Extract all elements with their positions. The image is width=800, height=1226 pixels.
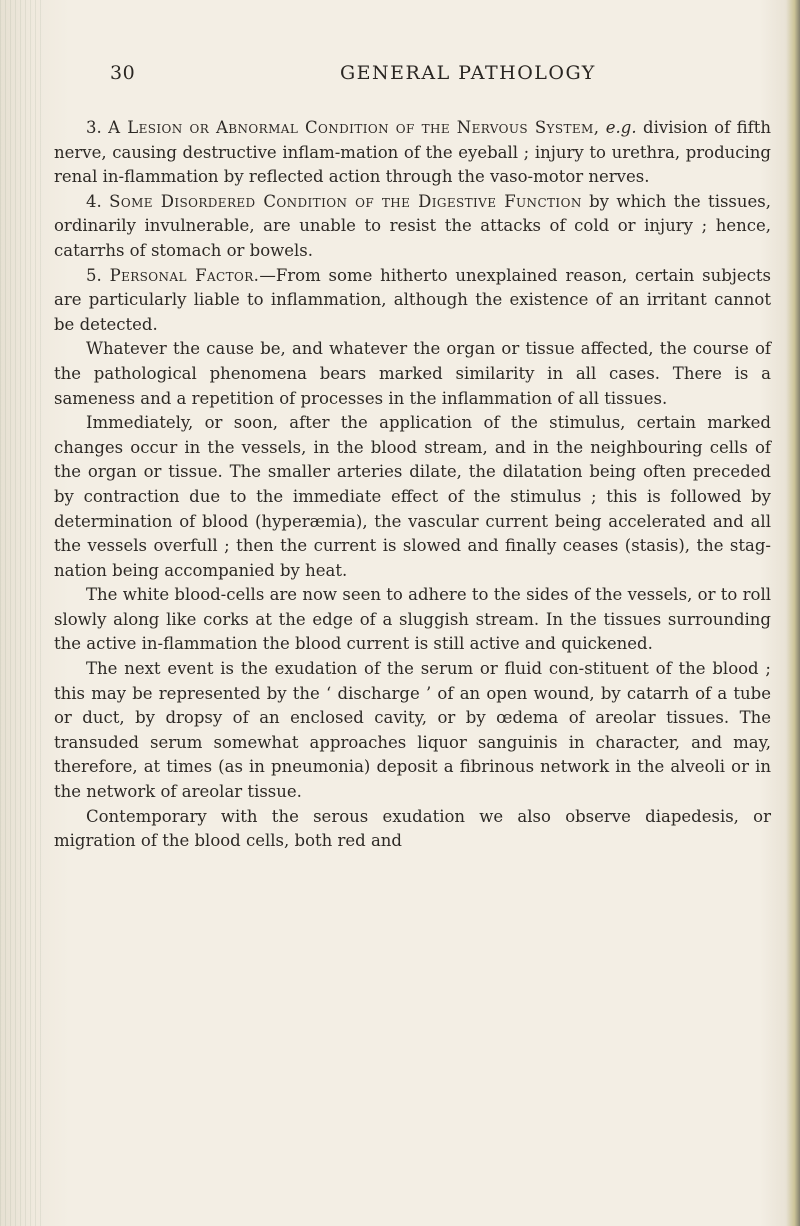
paragraph-cause-5 xyxy=(54,264,771,338)
paragraph: The next event is the exudation of the serum or fluid con-stituent of the blood ; this may be represented by the ‘ discharge ’ of an open wound, by catarrh of a tube or duct, by dropsy of an enclosed cavity, or by œdema of areolar tissues. The transuded serum somewhat approaches liquor sanguinis in character, and may, therefore, at times (as in pneumonia) deposit a fibrinous network in the alveoli or in the network of areolar tissue. xyxy=(54,659,771,802)
paragraph: Whatever the cause be, and whatever the organ or tissue affected, the course of the pathological phenomena bears marked similarity in all cases. There is a sameness and a repetition of processes in the inflammation of all tissues. xyxy=(54,339,771,408)
item-heading: Personal Factor. xyxy=(109,265,260,285)
page-edge-shadow xyxy=(786,0,800,1226)
item-heading: A Lesion or Abnormal Condition of the Nervous System, xyxy=(108,118,600,137)
item-text: —From some hitherto unexplained reason, certain subjects are particularly liable to inflammation, although the existence of an irritant cannot be detected. xyxy=(54,265,771,334)
paragraph: The white blood-cells are now seen to adhere to the sides of the vessels, or to roll slowly along like corks at the edge of a sluggish stream. In the tissues surrounding the active in-flammation the blood current is still active and quickened. xyxy=(54,585,771,654)
paragraph: Immediately, or soon, after the application of the stimulus, certain marked changes occur in the vessels, in the blood stream, and in the neighbouring cells of the organ or tissue. The smaller arteries dilate, the dilatation being often preceded by contraction due to the immediate effect of the stimulus ; this is followed by determination of blood (hyperæmia), the vascular current being accelerated and all the vessels overfull ; then the current is slowed and finally ceases (stasis), the stag-nation being accompanied by heat. xyxy=(54,413,771,580)
running-head: GENERAL PATHOLOGY xyxy=(340,62,596,84)
paragraph: Contemporary with the serous exudation we also observe diapedesis, or migration of the blood cells, both red and xyxy=(54,806,771,851)
eg-abbreviation: e.g. xyxy=(605,118,637,137)
page-gutter-shadow xyxy=(0,0,44,1226)
paragraph-cause-3 xyxy=(54,116,771,190)
item-number: 5. xyxy=(86,265,102,285)
item-text: by which the tissues, ordinarily invulnerable, are unable to resist the attacks of cold or injury ; hence, catarrhs of stomach or bowels. xyxy=(54,191,772,260)
body-text xyxy=(54,116,771,854)
item-number: 3. xyxy=(86,118,102,137)
item-heading: Some Disordered Condition of the Digestive Function xyxy=(109,191,582,211)
paragraph-cause-4 xyxy=(54,190,771,264)
page-header xyxy=(110,62,750,92)
item-number: 4. xyxy=(86,191,102,211)
item-text: division of fifth nerve, causing destructive inflam-mation of the eyeball ; injury to urethra, producing renal in-flammation by reflected action through the vaso-motor nerves. xyxy=(54,118,771,187)
page-number: 30 xyxy=(110,62,136,84)
